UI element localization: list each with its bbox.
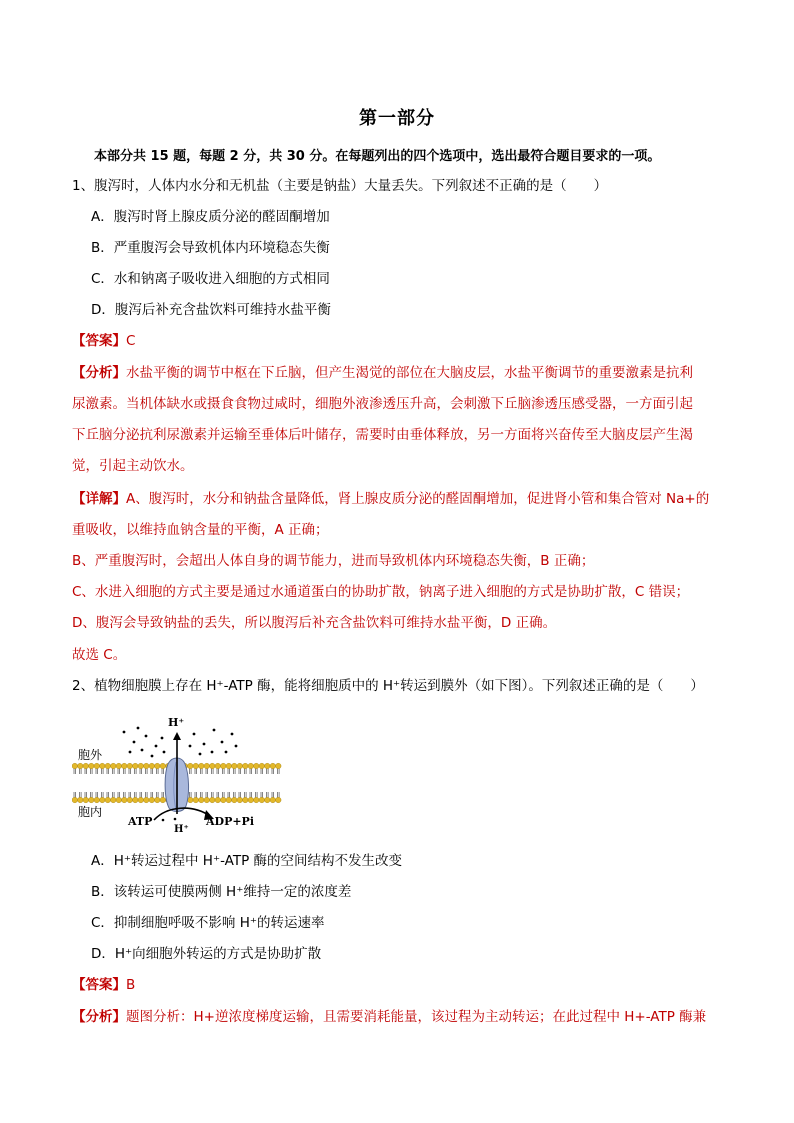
q2-stem: 2、植物细胞膜上存在 H⁺-ATP 酶，能将细胞质中的 H⁺转运到膜外（如下图）。下列叙述正确的是（ ） <box>72 678 704 694</box>
analysis-tag: 【分析】 <box>72 365 126 381</box>
q1-option-a: A．腹泻时肾上腺皮质分泌的醛固酮增加 <box>91 209 330 225</box>
q1-analysis-line-2: 尿激素。当机体缺水或摄食食物过咸时，细胞外液渗透压升高，会刺激下丘脑渗透压感受器，一方面引起 <box>72 396 693 412</box>
answer-tag: 【答案】 <box>72 977 126 993</box>
q2-option-b: B．该转运可使膜两侧 H⁺维持一定的浓度差 <box>91 884 352 900</box>
atp-arrow <box>154 808 214 820</box>
q1-option-c: C．水和钠离子吸收进入细胞的方式相同 <box>91 271 330 287</box>
q1-analysis-line-3: 下丘脑分泌抗利尿激素并运输至垂体后叶储存，需要时由垂体释放，另一方面将兴奋传至大脑皮层产生渴 <box>72 427 693 443</box>
q1-detail-line-5: D、腹泻会导致钠盐的丢失，所以腹泻后补充含盐饮料可维持水盐平衡，D 正确。 <box>72 615 557 631</box>
q1-detail-line-1 <box>72 490 709 508</box>
q2-option-a: A．H⁺转运过程中 H⁺-ATP 酶的空间结构不发生改变 <box>91 853 403 869</box>
q1-detail-text: A、腹泻时，水分和钠盐含量降低，肾上腺皮质分泌的醛固酮增加，促进肾小管和集合管对 Na+的 <box>126 491 710 507</box>
q2-option-c: C．抑制细胞呼吸不影响 H⁺的转运速率 <box>91 915 325 931</box>
q1-analysis-line-1 <box>72 364 693 382</box>
inside-label: 胞内 <box>78 805 103 819</box>
q1-detail-line-4: C、水进入细胞的方式主要是通过水通道蛋白的协助扩散，钠离子进入细胞的方式是协助扩散，C 错误； <box>72 584 690 600</box>
membrane-diagram <box>72 716 287 841</box>
q1-analysis-line-4: 觉，引起主动饮水。 <box>72 458 194 474</box>
adp-label: ADP+Pi <box>206 815 255 828</box>
q1-detail-line-2: 重吸收，以维持血钠含量的平衡，A 正确； <box>72 522 329 538</box>
answer-tag: 【答案】 <box>72 333 126 349</box>
q1-answer: C <box>126 333 136 349</box>
outside-label: 胞外 <box>78 748 103 762</box>
q2-answer: B <box>126 977 136 993</box>
q1-detail-line-3: B、严重腹泻时，会超出人体自身的调节能力，进而导致机体内环境稳态失衡，B 正确； <box>72 553 595 569</box>
q1-stem: 1、腹泻时，人体内水分和无机盐（主要是钠盐）大量丢失。下列叙述不正确的是（ ） <box>72 178 608 194</box>
q1-conclusion: 故选 C。 <box>72 647 127 663</box>
atp-label: ATP <box>128 815 153 828</box>
q1-option-b: B．严重腹泻会导致机体内环境稳态失衡 <box>91 240 330 256</box>
detail-tag: 【详解】 <box>72 491 126 507</box>
q2-analysis-line <box>72 1008 706 1026</box>
q1-analysis-text: 水盐平衡的调节中枢在下丘脑，但产生渴觉的部位在大脑皮层，水盐平衡调节的重要激素是抗利 <box>126 365 693 381</box>
h-ion-bottom-label: H⁺ <box>174 824 189 835</box>
q1-option-d: D．腹泻后补充含盐饮料可维持水盐平衡 <box>91 302 331 318</box>
hydrogen-ions-outside <box>123 727 238 758</box>
q1-answer-line <box>72 332 135 350</box>
section-title: 第一部分 <box>359 108 435 129</box>
analysis-tag: 【分析】 <box>72 1009 126 1025</box>
q2-analysis-text: 题图分析：H+逆浓度梯度运输，且需要消耗能量，该过程为主动转运；在此过程中 H+-ATP 酶兼 <box>126 1009 707 1025</box>
section-intro: 本部分共 15 题，每题 2 分，共 30 分。在每题列出的四个选项中，选出最符合题目要求的一项。 <box>94 149 661 164</box>
h-ion-top-label: H⁺ <box>168 716 185 729</box>
membrane-figure <box>72 716 287 841</box>
q2-option-d: D．H⁺向细胞外转运的方式是协助扩散 <box>91 946 322 962</box>
q2-answer-line <box>72 976 135 994</box>
